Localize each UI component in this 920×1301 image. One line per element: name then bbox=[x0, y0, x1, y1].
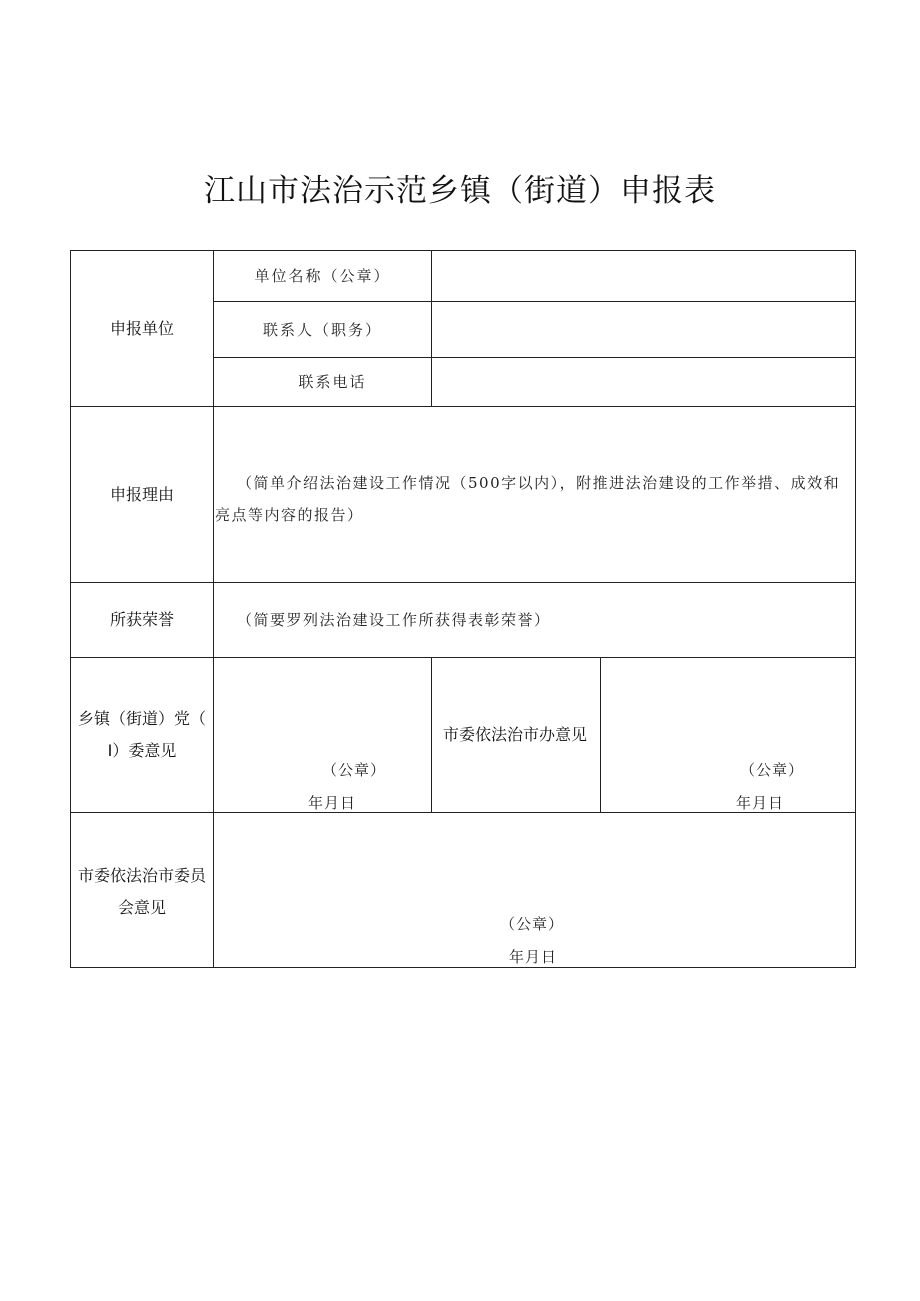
page-title: 江山市法治示范乡镇（街道）申报表 bbox=[204, 173, 716, 209]
table-border-right bbox=[855, 250, 856, 968]
column-divider bbox=[600, 657, 601, 813]
township-seal: （公章） bbox=[322, 761, 387, 779]
unit-name-field[interactable] bbox=[432, 251, 855, 301]
township-opinion-label-line2: I）委意见 bbox=[107, 741, 177, 760]
office-opinion-label: 市委依法治市办意见 bbox=[442, 725, 587, 744]
honors-hint[interactable]: （简要罗列法治建设工作所获得表彰荣誉） bbox=[237, 611, 551, 629]
reason-label: 申报理由 bbox=[109, 484, 174, 504]
office-seal: （公章） bbox=[740, 761, 805, 779]
committee-date: 年月日 bbox=[509, 948, 558, 966]
township-opinion-label-line1: 乡镇（街道）党（ bbox=[77, 709, 206, 728]
phone-label: 联系电话 bbox=[298, 373, 367, 391]
unit-name-label: 单位名称（公章） bbox=[254, 267, 391, 285]
honors-label: 所获荣誉 bbox=[109, 610, 174, 629]
column-divider bbox=[431, 657, 432, 813]
township-date: 年月日 bbox=[308, 794, 357, 812]
reason-hint[interactable]: （简单介绍法治建设工作情况（500字以内），附推进法治建设的工作举措、成效和亮点等内容的报告） bbox=[215, 474, 841, 524]
contact-label: 联系人（职务） bbox=[262, 320, 382, 339]
contact-field[interactable] bbox=[432, 302, 855, 357]
phone-field[interactable] bbox=[432, 358, 855, 406]
committee-opinion-label: 市委依法治市委员会意见 bbox=[77, 866, 206, 917]
table-border-bottom bbox=[70, 967, 855, 968]
unit-label: 申报单位 bbox=[109, 318, 174, 338]
committee-seal: （公章） bbox=[500, 915, 565, 933]
office-date: 年月日 bbox=[736, 794, 785, 812]
township-opinion-label bbox=[71, 658, 213, 812]
